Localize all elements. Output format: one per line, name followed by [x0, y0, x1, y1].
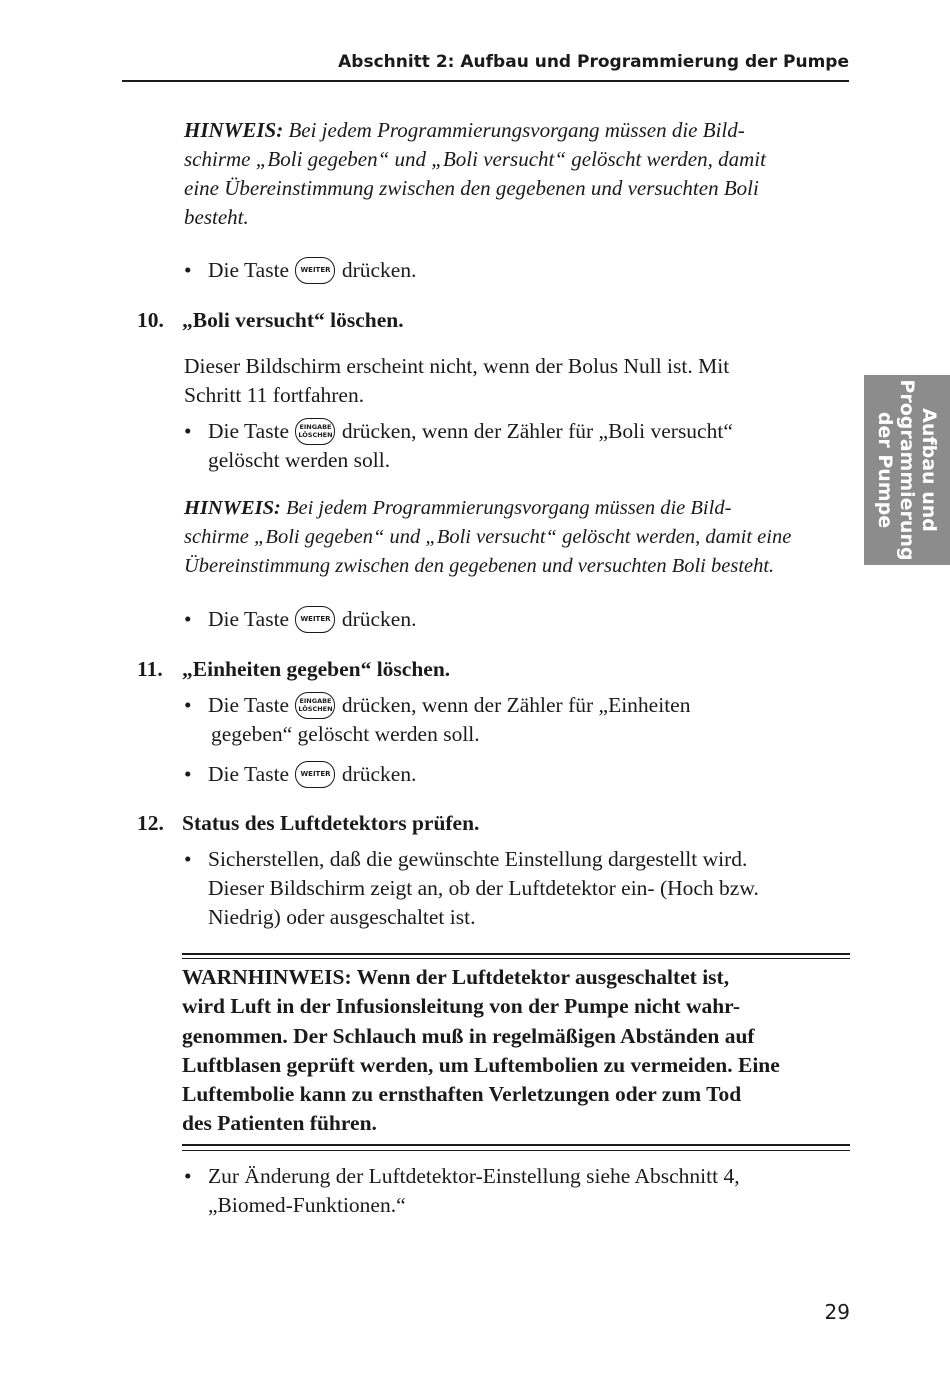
warning-rule-top — [182, 953, 850, 955]
weiter-key-icon: WEITER — [295, 761, 335, 788]
note-line: HINWEIS: Bei jedem Programmierungsvorgang müssen die Bild- — [184, 497, 732, 519]
warning-rule-top-thin — [182, 958, 850, 959]
note-line: schirme „Boli gegeben“ und „Boli versucht“ gelöscht werden, damit eine — [184, 526, 792, 548]
step-number: 10. — [137, 308, 164, 332]
running-header: Abschnitt 2: Aufbau und Programmierung der Pumpe — [122, 52, 849, 82]
side-tab-line: der Pumpe — [874, 411, 896, 529]
bullet-dot: • — [184, 607, 192, 631]
step-title: Status des Luftdetektors prüfen. — [182, 811, 480, 835]
weiter-key-icon: WEITER — [295, 606, 335, 633]
step-number: 11. — [137, 657, 163, 681]
bullet-dot: • — [184, 419, 192, 443]
side-tab-line: Aufbau und — [918, 408, 940, 532]
step-number: 12. — [137, 811, 164, 835]
side-tab-label — [874, 379, 940, 560]
bullet-dot: • — [184, 847, 192, 871]
note-line: besteht. — [184, 205, 249, 229]
step-title: „Einheiten gegeben“ löschen. — [182, 657, 451, 681]
note-line: eine Übereinstimmung zwischen den gegebenen und versuchten Boli — [184, 176, 759, 200]
warning-text: WARNHINWEIS: Wenn der Luftdetektor ausgeschaltet ist, wird Luft in der Infusionsleitung von der Pumpe nicht wahr- genommen. Der Schlauch muß in regelmäßigen Abständen auf Luftblasen geprüft werden, um Luftembolien zu vermeiden. Eine Luftembolie kann zu ernsthaften Verletzungen oder zum Tod des Patienten führen. — [182, 965, 780, 1136]
section-side-tab — [864, 375, 950, 565]
bullet-dot: • — [184, 762, 192, 786]
side-tab-line: Programmierung — [896, 379, 918, 561]
bullet-dot: • — [184, 693, 192, 717]
eingabe-loeschen-key-icon: EINGABE LÖSCHEN — [295, 418, 335, 445]
weiter-key-icon: WEITER — [295, 257, 335, 284]
note-line: schirme „Boli gegeben“ und „Boli versucht“ gelöscht werden, damit — [184, 147, 766, 171]
warning-rule-bottom — [182, 1144, 850, 1146]
bullet-dot: • — [184, 1164, 192, 1188]
note-line: Übereinstimmung zwischen den gegebenen und versuchten Boli besteht. — [184, 555, 775, 577]
note-1 — [184, 116, 854, 232]
page-number: 29 — [824, 1300, 850, 1324]
bullet-dot: • — [184, 258, 192, 282]
note-label: HINWEIS: — [184, 497, 281, 519]
step-10-intro: Dieser Bildschirm erscheint nicht, wenn der Bolus Null ist. Mit Schritt 11 fortfahren. — [184, 354, 730, 407]
step-title: „Boli versucht“ löschen. — [182, 308, 404, 332]
note-2 — [184, 494, 854, 581]
note-line: HINWEIS: Bei jedem Programmierungsvorgang müssen die Bild- — [184, 118, 745, 142]
note-label: HINWEIS: — [184, 118, 284, 142]
eingabe-loeschen-key-icon: EINGABE LÖSCHEN — [295, 692, 335, 719]
warning-rule-bottom-thin — [182, 1150, 850, 1151]
